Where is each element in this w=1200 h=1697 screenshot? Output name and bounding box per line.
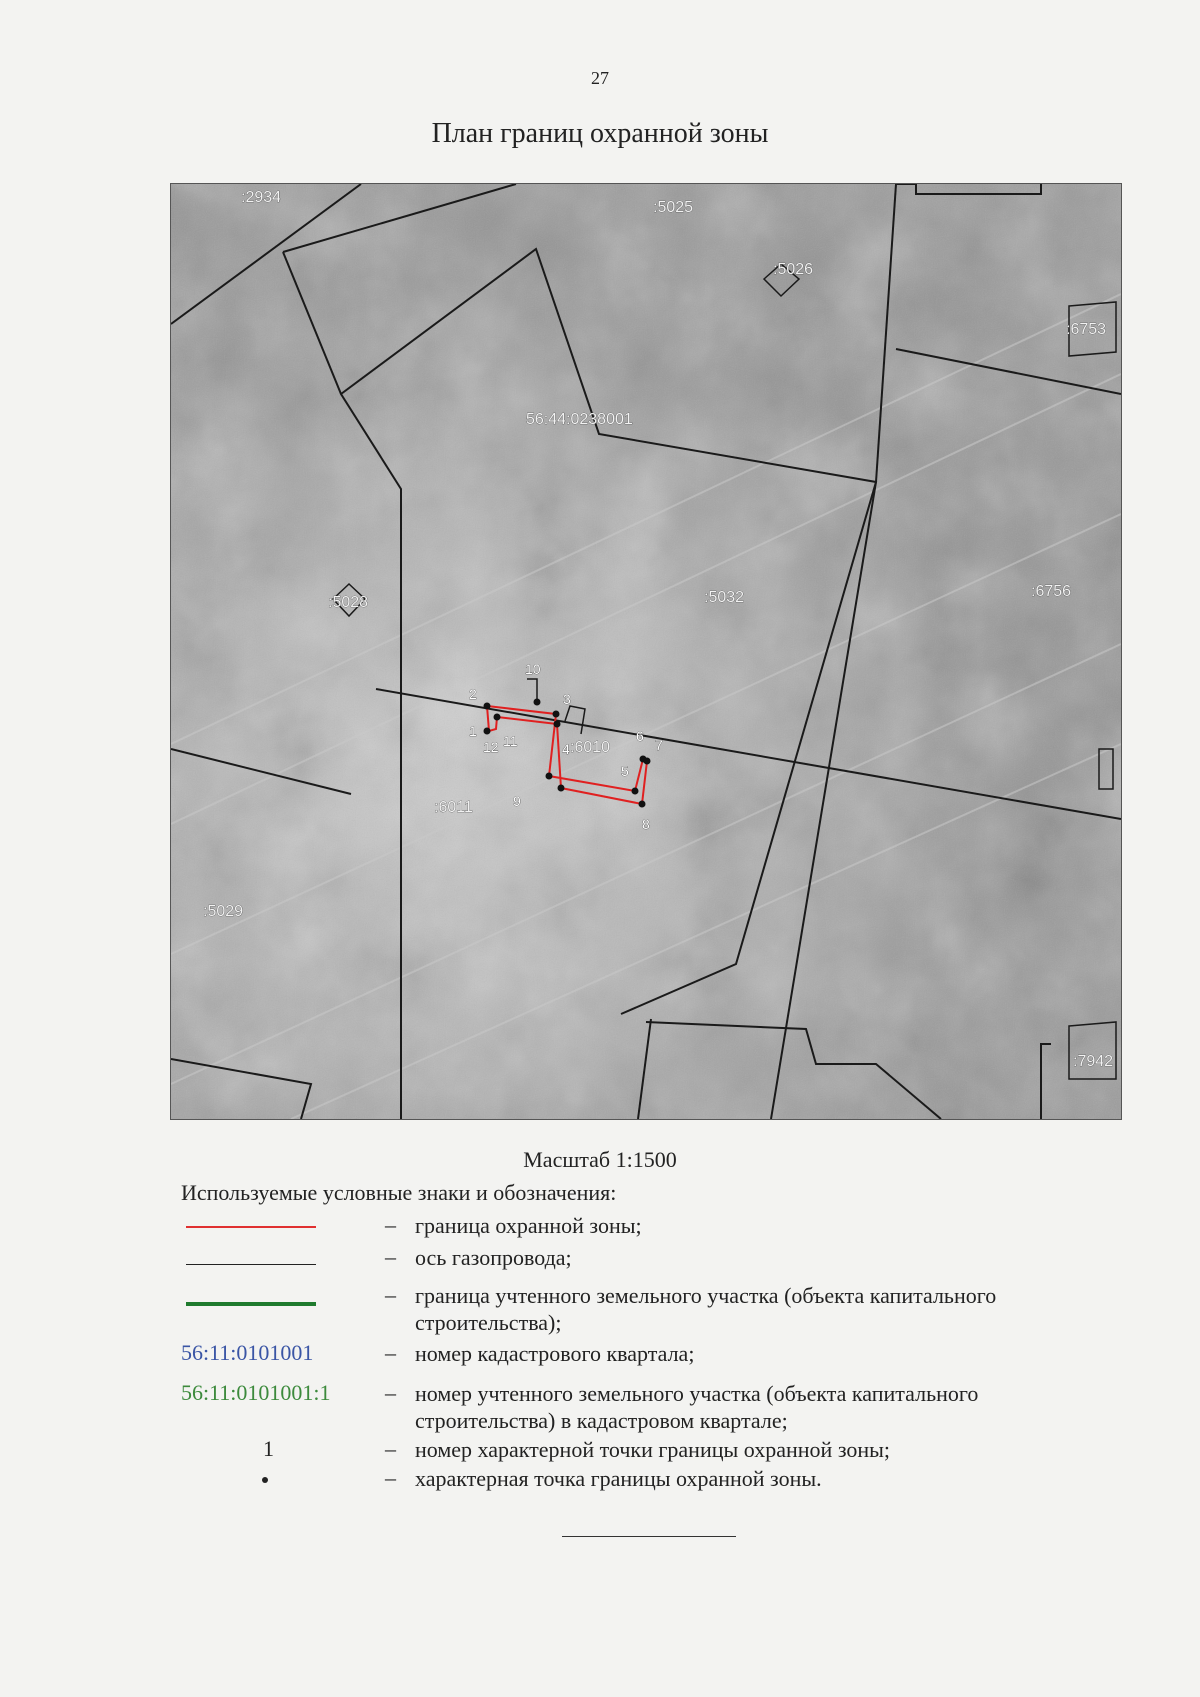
legend-red-line (186, 1226, 316, 1228)
point-8 (639, 801, 646, 808)
legend-desc: граница учтенного земельного участка (объекта капитального строительства); (415, 1283, 997, 1335)
point-label: 9 (513, 793, 521, 809)
map-canvas (171, 184, 1121, 1119)
point-4 (546, 773, 553, 780)
legend-dash: – (385, 1436, 396, 1461)
point-5 (632, 788, 639, 795)
point-7 (644, 758, 651, 765)
parcel-label: :5025 (653, 199, 694, 216)
point-2 (484, 703, 491, 710)
parcel-label: :7942 (1073, 1053, 1114, 1070)
legend-desc: характерная точка границы охранной зоны. (415, 1466, 822, 1491)
point-9 (558, 785, 565, 792)
point-3 (553, 711, 560, 718)
point-10 (534, 699, 541, 706)
point-11 (554, 721, 561, 728)
legend-green-line (186, 1302, 316, 1306)
point-12 (494, 714, 501, 721)
parcel-label: :6010 (570, 739, 611, 756)
legend-title: Используемые условные знаки и обозначения: (181, 1180, 617, 1205)
point-label: 6 (636, 728, 644, 744)
legend-dash: – (385, 1465, 396, 1490)
point-label: 7 (655, 737, 663, 753)
parcel-label: :6011 (434, 799, 473, 816)
legend-black-line (186, 1264, 316, 1265)
point-label: 3 (563, 691, 571, 707)
legend-desc: номер кадастрового квартала; (415, 1341, 695, 1366)
legend-desc: ось газопровода; (415, 1245, 572, 1270)
legend-desc: граница охранной зоны; (415, 1213, 642, 1238)
point-label: 1 (469, 723, 477, 739)
point-label: 12 (483, 739, 499, 755)
end-divider (562, 1536, 736, 1537)
legend-dash: – (385, 1244, 396, 1269)
parcel-label: :5032 (704, 589, 745, 606)
parcel-label: :6753 (1066, 321, 1107, 338)
parcel-label: :5026 (773, 261, 814, 278)
point-label: 11 (503, 733, 518, 749)
point-label: 10 (525, 661, 541, 677)
parcel-label: :5028 (328, 594, 369, 611)
point-label: 2 (469, 686, 477, 702)
legend-point-number: 1 (263, 1436, 274, 1461)
legend-dash: – (385, 1340, 396, 1365)
map-frame (170, 183, 1122, 1120)
legend-dash: – (385, 1380, 396, 1405)
map-scale: Масштаб 1:1500 (523, 1147, 677, 1172)
point-1 (484, 728, 491, 735)
legend-desc: номер учтенного земельного участка (объекта капитального строительства) в кадастровом квартале; (415, 1381, 979, 1433)
parcel-label: 56:44:0238001 (526, 411, 633, 428)
point-label: 4 (562, 741, 570, 757)
point-label: 8 (642, 816, 650, 832)
legend-parcel-number: 56:11:0101001:1 (181, 1380, 331, 1405)
legend-quarter-number: 56:11:0101001 (181, 1340, 314, 1365)
parcel-label: :6756 (1031, 583, 1072, 600)
parcel-label: :2934 (241, 189, 282, 206)
legend-desc: номер характерной точки границы охранной зоны; (415, 1437, 891, 1462)
legend-dot (262, 1477, 268, 1483)
legend-dash: – (385, 1282, 396, 1307)
page-number: 27 (591, 68, 609, 88)
plan-title: План границ охранной зоны (431, 118, 769, 149)
legend-dash: – (385, 1212, 396, 1237)
point-label: 5 (621, 763, 629, 779)
parcel-label: :5029 (203, 903, 244, 920)
